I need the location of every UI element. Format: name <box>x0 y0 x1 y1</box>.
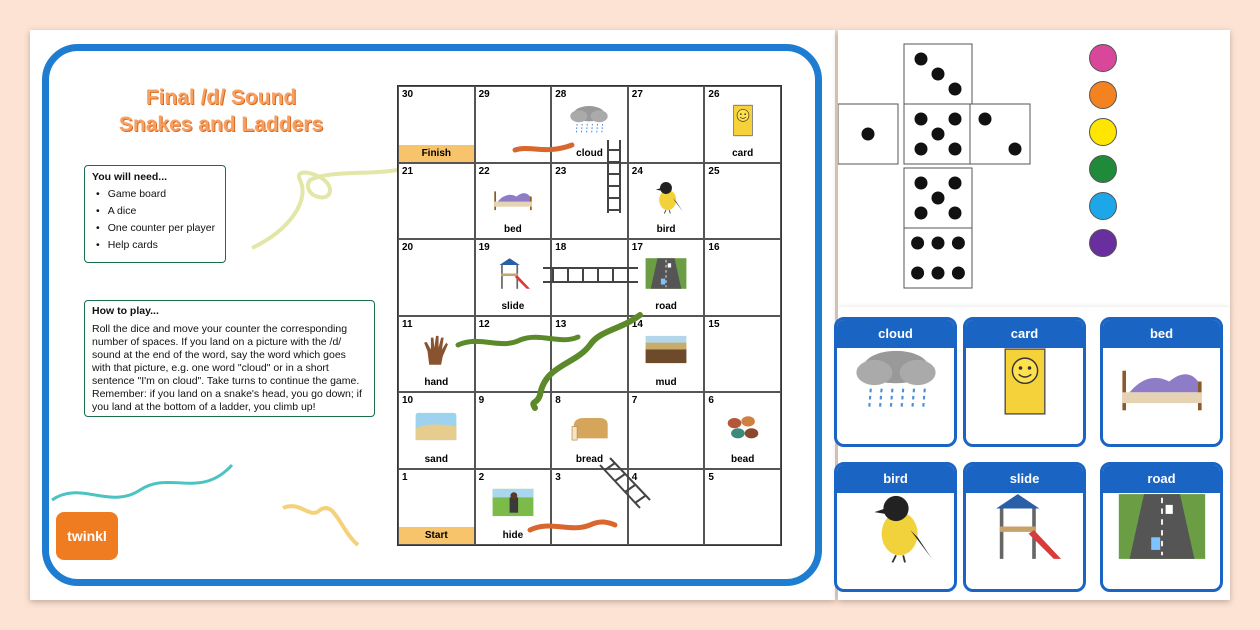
board-square <box>704 86 781 163</box>
counter-swatch <box>1089 81 1117 109</box>
needs-item: • Game board <box>96 188 218 200</box>
board-square <box>475 163 552 240</box>
square-number: 25 <box>708 165 720 177</box>
mud-icon <box>642 333 690 367</box>
board-square <box>475 239 552 316</box>
square-number: 4 <box>631 471 638 483</box>
square-picture <box>566 409 614 448</box>
square-number: 20 <box>402 242 414 253</box>
square-band-label: Finish <box>399 145 474 162</box>
board-square <box>551 316 628 393</box>
square-number: 17 <box>631 242 643 253</box>
square-number: 3 <box>555 471 561 483</box>
board-square <box>704 392 781 469</box>
board-square <box>628 239 705 316</box>
square-number: 16 <box>708 242 720 253</box>
board-square <box>551 392 628 469</box>
square-picture <box>489 256 537 295</box>
board-square <box>551 86 628 163</box>
help-card-picture <box>974 346 1075 423</box>
help-card-label: bed <box>1103 320 1220 348</box>
needs-item: • Help cards <box>96 239 218 251</box>
bird-icon <box>845 491 946 563</box>
board-square <box>398 392 475 469</box>
board-square <box>398 239 475 316</box>
you-will-need-box <box>84 165 226 263</box>
help-card-label: slide <box>966 465 1083 493</box>
square-word: cloud <box>576 147 603 159</box>
board-square <box>475 469 552 546</box>
square-number: 12 <box>478 318 490 330</box>
hand-icon <box>413 333 461 367</box>
bread-icon <box>566 409 614 443</box>
help-card-picture <box>845 346 946 423</box>
board-square <box>398 469 475 546</box>
bed-icon <box>1111 346 1212 418</box>
counter-swatch <box>1089 229 1117 257</box>
game-grid <box>397 85 782 546</box>
square-word: bird <box>656 224 676 235</box>
board-title <box>92 84 350 138</box>
bird-icon <box>642 180 690 214</box>
square-word: road <box>655 300 677 312</box>
card-icon <box>974 346 1075 418</box>
howto-heading: How to play... <box>92 305 159 317</box>
square-number: 6 <box>708 395 714 406</box>
square-number: 29 <box>478 89 490 100</box>
help-card-picture <box>974 491 1075 568</box>
dice-net-icon <box>838 30 1230 307</box>
counter-swatch <box>1089 192 1117 220</box>
board-square <box>628 86 705 163</box>
cloud-icon <box>845 346 946 418</box>
needs-heading: You will need... <box>92 171 168 183</box>
square-picture <box>719 409 767 448</box>
board-square <box>551 469 628 546</box>
square-number: 18 <box>555 242 567 253</box>
bed-icon <box>489 180 537 214</box>
square-number: 1 <box>402 471 408 483</box>
help-card-picture <box>1111 346 1212 423</box>
square-word: sand <box>424 453 448 465</box>
cloud-icon <box>566 103 614 137</box>
square-picture <box>489 486 537 525</box>
board-square <box>551 239 628 316</box>
square-number: 14 <box>631 318 643 330</box>
help-card-picture <box>1111 491 1212 568</box>
square-picture <box>642 256 690 295</box>
square-word: hide <box>502 530 524 541</box>
square-number: 9 <box>478 395 485 406</box>
square-picture <box>642 180 690 219</box>
square-number: 15 <box>708 318 720 330</box>
help-card-cloud <box>834 317 957 447</box>
help-card-label: road <box>1103 465 1220 493</box>
square-number: 22 <box>478 165 490 177</box>
counter-swatch <box>1089 118 1117 146</box>
hide-icon <box>489 486 537 520</box>
board-square <box>628 392 705 469</box>
square-word: bread <box>575 453 604 465</box>
board-square <box>704 163 781 240</box>
how-to-play-box <box>84 300 375 417</box>
card-icon <box>719 103 767 137</box>
square-number: 8 <box>555 395 561 406</box>
square-picture <box>413 333 461 372</box>
board-square <box>398 163 475 240</box>
square-number: 28 <box>555 89 567 100</box>
needs-item: • A dice <box>96 205 218 217</box>
square-word: mud <box>655 377 677 388</box>
board-square <box>704 469 781 546</box>
board-square <box>551 163 628 240</box>
square-picture <box>489 180 537 219</box>
sand-icon <box>413 409 461 443</box>
board-square <box>398 86 475 163</box>
square-number: 10 <box>402 395 414 406</box>
help-card-bed <box>1100 317 1223 447</box>
square-word: card <box>732 147 754 159</box>
help-card-label: bird <box>837 465 954 493</box>
board-square <box>628 469 705 546</box>
bead-icon <box>719 409 767 443</box>
square-number: 26 <box>708 89 720 100</box>
square-word: bed <box>504 224 522 235</box>
square-number: 19 <box>478 242 490 253</box>
board-square <box>704 239 781 316</box>
square-word: slide <box>501 300 525 312</box>
help-card-slide <box>963 462 1086 592</box>
help-card-card <box>963 317 1086 447</box>
road-icon <box>642 256 690 290</box>
board-square <box>475 392 552 469</box>
board-square <box>475 86 552 163</box>
howto-text: Roll the dice and move your counter the corresponding number of spaces. If you land on a picture with the /d/ sound at the end of the word, say the word which goes with that picture, e.g. one word "cloud" or in a short sentence "I'm on cloud". Take turns to continue the game. Remember: if you land on a snake's head, you go down; if you land at the bottom of a ladder, you climb up! <box>92 323 362 413</box>
help-card-road <box>1100 462 1223 592</box>
square-picture <box>413 409 461 448</box>
help-card-bird <box>834 462 957 592</box>
square-picture <box>719 103 767 142</box>
square-number: 27 <box>631 89 643 100</box>
twinkl-logo: twinkl <box>56 512 118 560</box>
square-number: 24 <box>631 165 643 177</box>
square-number: 5 <box>708 471 714 483</box>
help-card-picture <box>845 491 946 568</box>
square-number: 21 <box>402 165 414 177</box>
counter-swatch <box>1089 44 1117 72</box>
square-number: 30 <box>402 89 414 100</box>
board-square <box>628 316 705 393</box>
square-number: 13 <box>555 318 567 330</box>
road-icon <box>1111 491 1212 563</box>
square-band-label: Start <box>399 527 474 544</box>
square-number: 11 <box>402 318 413 330</box>
square-word: bead <box>731 453 755 465</box>
square-number: 7 <box>631 395 638 406</box>
counter-swatch <box>1089 155 1117 183</box>
square-number: 2 <box>478 471 485 483</box>
board-square <box>704 316 781 393</box>
board-square <box>628 163 705 240</box>
needs-item: • One counter per player <box>96 222 218 234</box>
help-card-label: card <box>966 320 1083 348</box>
board-square <box>475 316 552 393</box>
square-picture <box>642 333 690 372</box>
help-card-label: cloud <box>837 320 954 348</box>
slide-icon <box>489 256 537 290</box>
title-line-2: Snakes and Ladders <box>118 113 324 136</box>
board-square <box>398 316 475 393</box>
square-picture <box>566 103 614 142</box>
title-line-1: Final /d/ Sound <box>145 86 297 109</box>
square-number: 23 <box>555 165 567 177</box>
slide-icon <box>974 491 1075 563</box>
square-word: hand <box>424 377 449 388</box>
